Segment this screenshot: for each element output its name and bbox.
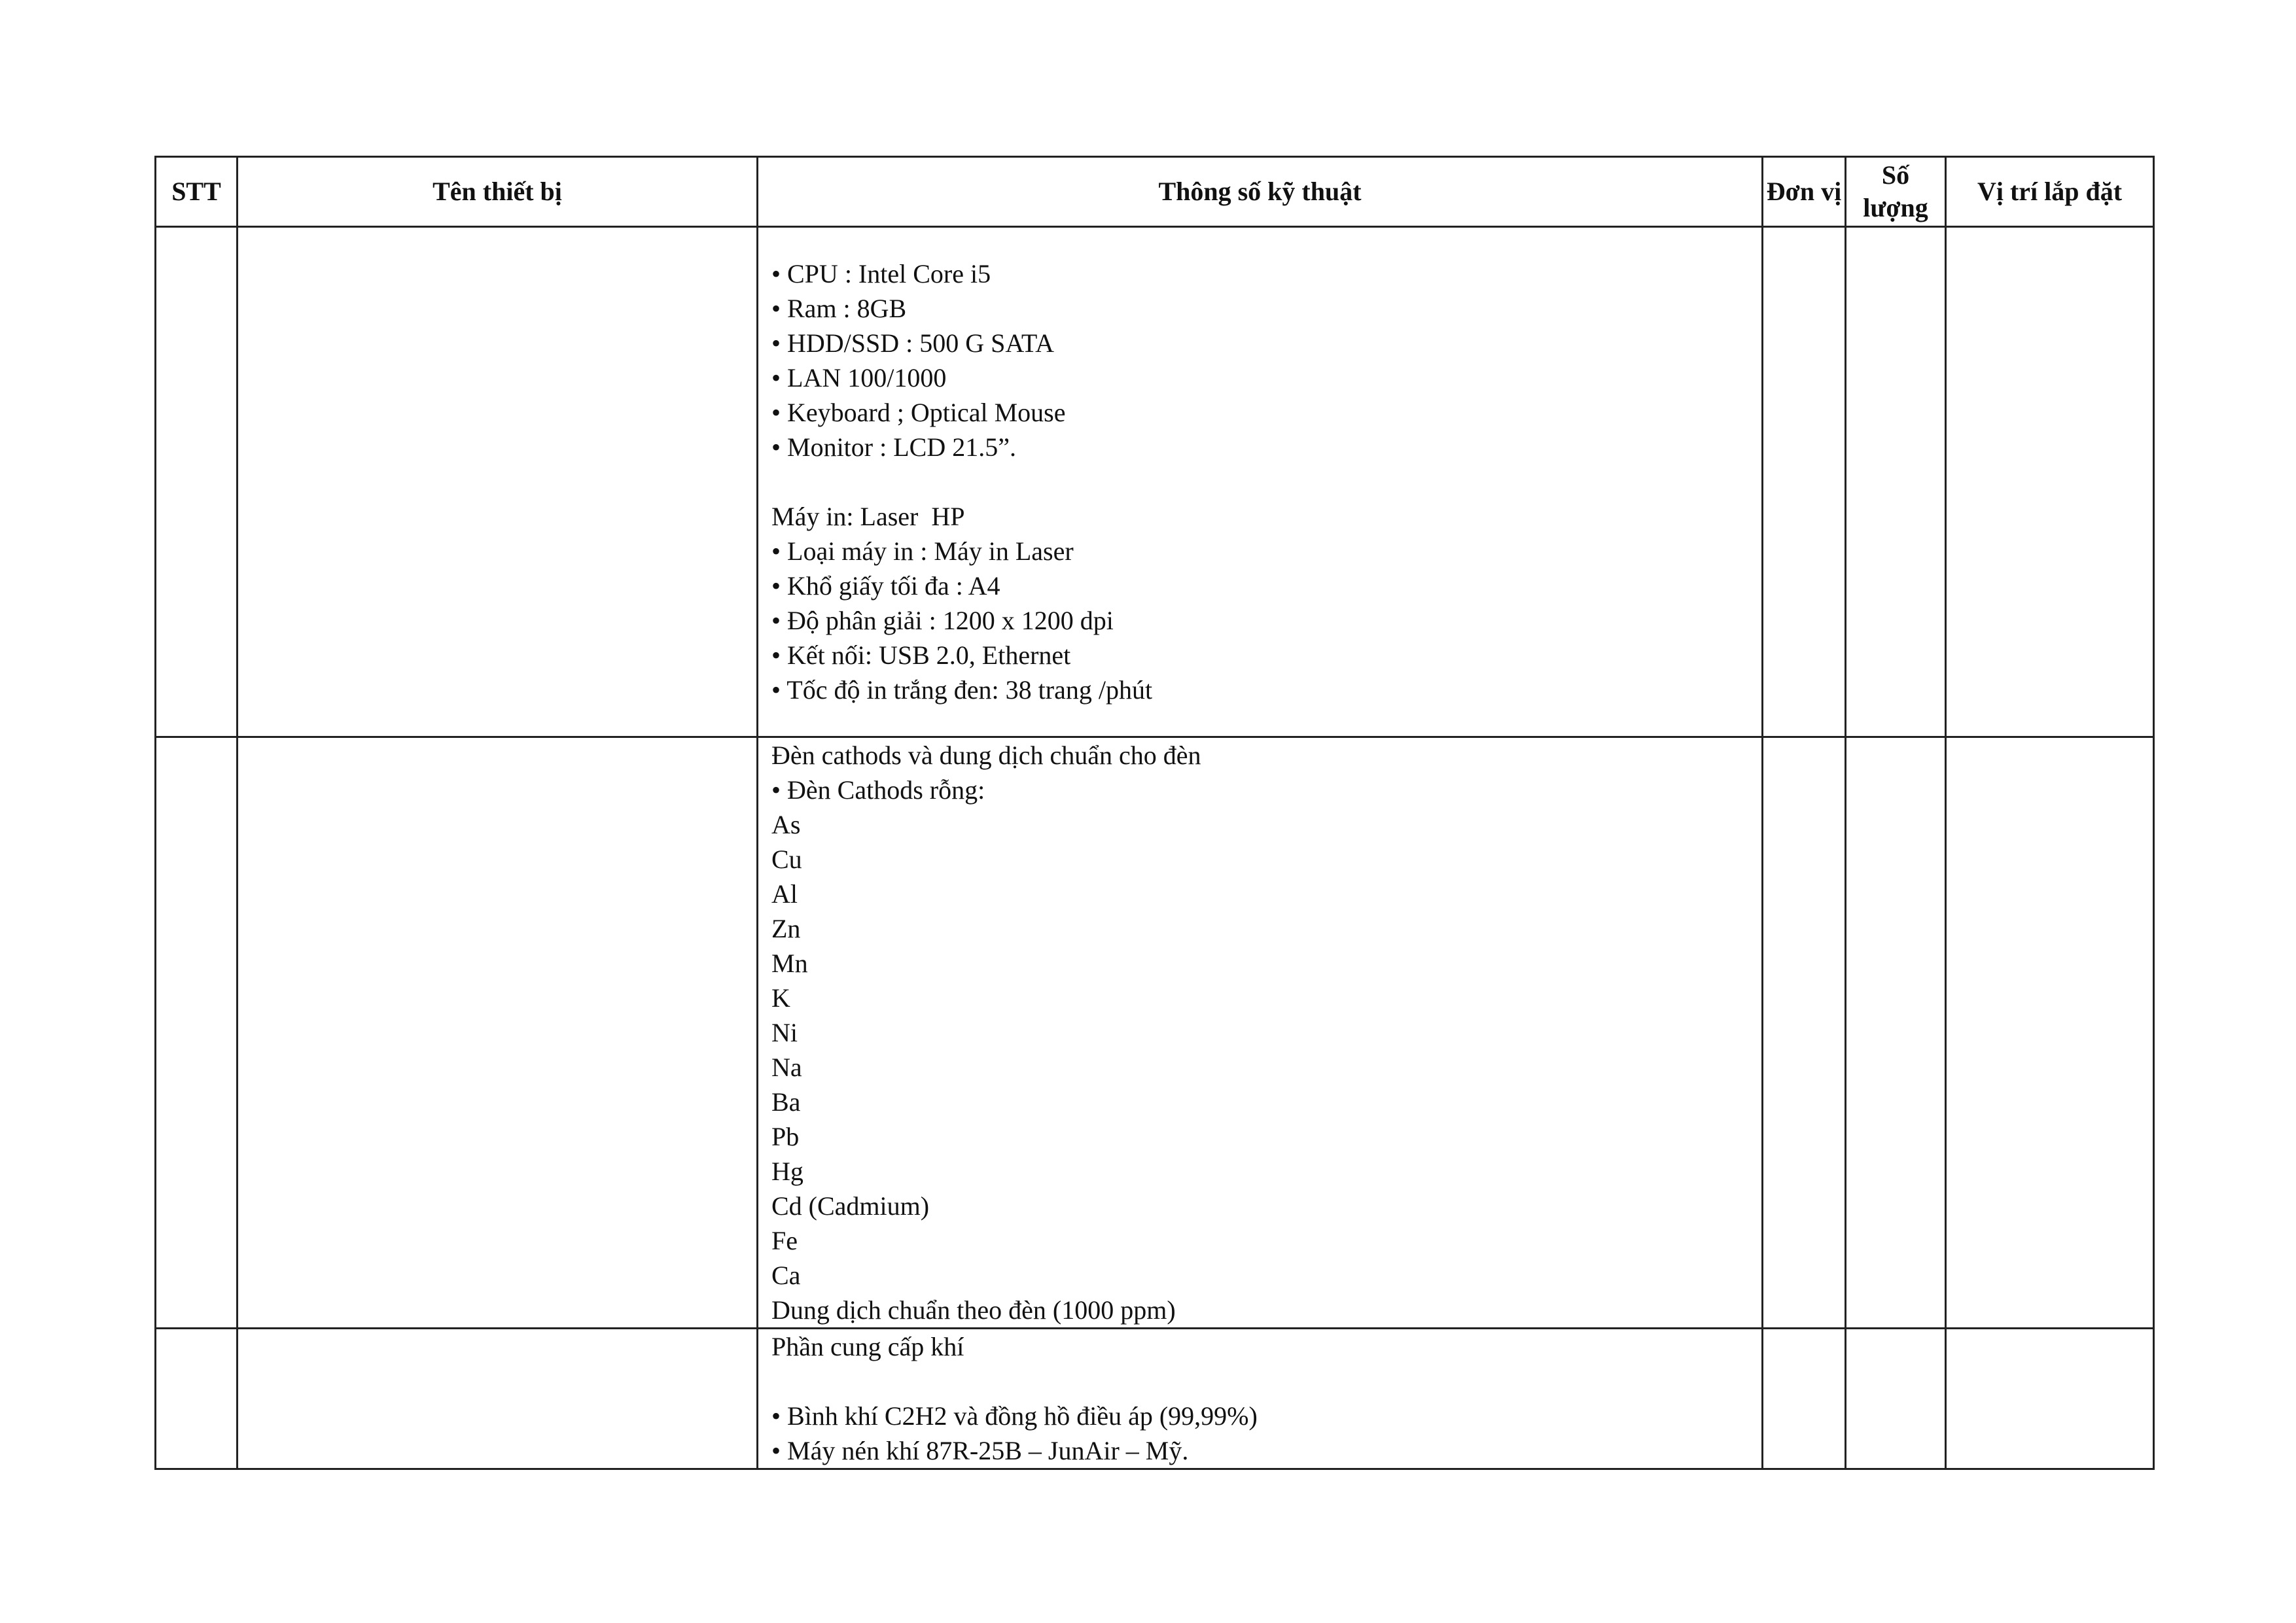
header-row — [156, 157, 2154, 227]
cell-stt — [156, 737, 238, 1329]
spec-line: Đèn cathods và dung dịch chuẩn cho đèn — [771, 741, 1201, 770]
spec-line: Mn — [771, 949, 808, 978]
spec-line: Fe — [771, 1226, 798, 1255]
cell-location — [1946, 227, 2154, 737]
table-row — [156, 737, 2154, 1329]
spec-line: Ba — [771, 1087, 801, 1117]
header-unit: Đơn vị — [1763, 157, 1846, 227]
spec-line: • Ram : 8GB — [771, 294, 907, 323]
cell-stt — [156, 227, 238, 737]
spec-line: Dung dịch chuẩn theo đèn (1000 ppm) — [771, 1295, 1176, 1325]
spec-line: • Kết nối: USB 2.0, Ethernet — [771, 640, 1071, 670]
cell-unit — [1763, 1329, 1846, 1469]
cell-qty — [1846, 1329, 1946, 1469]
spec-line: • Độ phân giải : 1200 x 1200 dpi — [771, 606, 1114, 635]
cell-name — [238, 737, 758, 1329]
spec-line: • Loại máy in : Máy in Laser — [771, 536, 1074, 566]
table-row — [156, 1329, 2154, 1469]
spec-line: • Tốc độ in trắng đen: 38 trang /phút — [771, 675, 1153, 705]
spec-line: Zn — [771, 914, 801, 943]
cell-unit — [1763, 227, 1846, 737]
cell-qty — [1846, 227, 1946, 737]
spec-line: Hg — [771, 1157, 804, 1186]
spec-line: • Keyboard ; Optical Mouse — [771, 398, 1066, 427]
cell-name — [238, 1329, 758, 1469]
cell-spec — [758, 737, 1763, 1329]
spec-line: • Máy nén khí 87R-25B – JunAir – Mỹ. — [771, 1436, 1189, 1465]
spec-line: K — [771, 983, 790, 1013]
header-location: Vị trí lắp đặt — [1946, 157, 2154, 227]
cell-spec — [758, 1329, 1763, 1469]
spec-line: Máy in: Laser HP — [771, 502, 965, 531]
spec-line: Cu — [771, 845, 802, 874]
cell-name — [238, 227, 758, 737]
cell-stt — [156, 1329, 238, 1469]
spec-line: • Bình khí C2H2 và đồng hồ điều áp (99,99%) — [771, 1401, 1258, 1431]
cell-location — [1946, 737, 2154, 1329]
equipment-table — [154, 156, 2155, 1470]
spec-line: • Monitor : LCD 21.5”. — [771, 432, 1016, 462]
header-name: Tên thiết bị — [238, 157, 758, 227]
spec-line: Al — [771, 879, 798, 909]
spec-line — [771, 1364, 1748, 1399]
spec-line: • HDD/SSD : 500 G SATA — [771, 328, 1054, 358]
cell-unit — [1763, 737, 1846, 1329]
header-stt: STT — [156, 157, 238, 227]
cell-location — [1946, 1329, 2154, 1469]
spec-line: As — [771, 810, 801, 839]
cell-spec — [758, 227, 1763, 737]
table-row — [156, 227, 2154, 737]
spec-line: • CPU : Intel Core i5 — [771, 259, 991, 288]
spec-line: Na — [771, 1053, 802, 1082]
spec-line: Ca — [771, 1261, 801, 1290]
spec-line: Ni — [771, 1018, 798, 1047]
spec-line: • Khổ giấy tối đa : A4 — [771, 571, 1000, 601]
spec-line: • Đèn Cathods rỗng: — [771, 775, 985, 805]
header-spec: Thông số kỹ thuật — [758, 157, 1763, 227]
spec-line: Phần cung cấp khí — [771, 1332, 964, 1361]
spec-line: Pb — [771, 1122, 800, 1151]
cell-qty — [1846, 737, 1946, 1329]
spec-line: • LAN 100/1000 — [771, 363, 947, 393]
spec-line — [771, 464, 1748, 499]
header-qty: Số lượng — [1846, 157, 1946, 227]
spec-line: Cd (Cadmium) — [771, 1191, 930, 1221]
